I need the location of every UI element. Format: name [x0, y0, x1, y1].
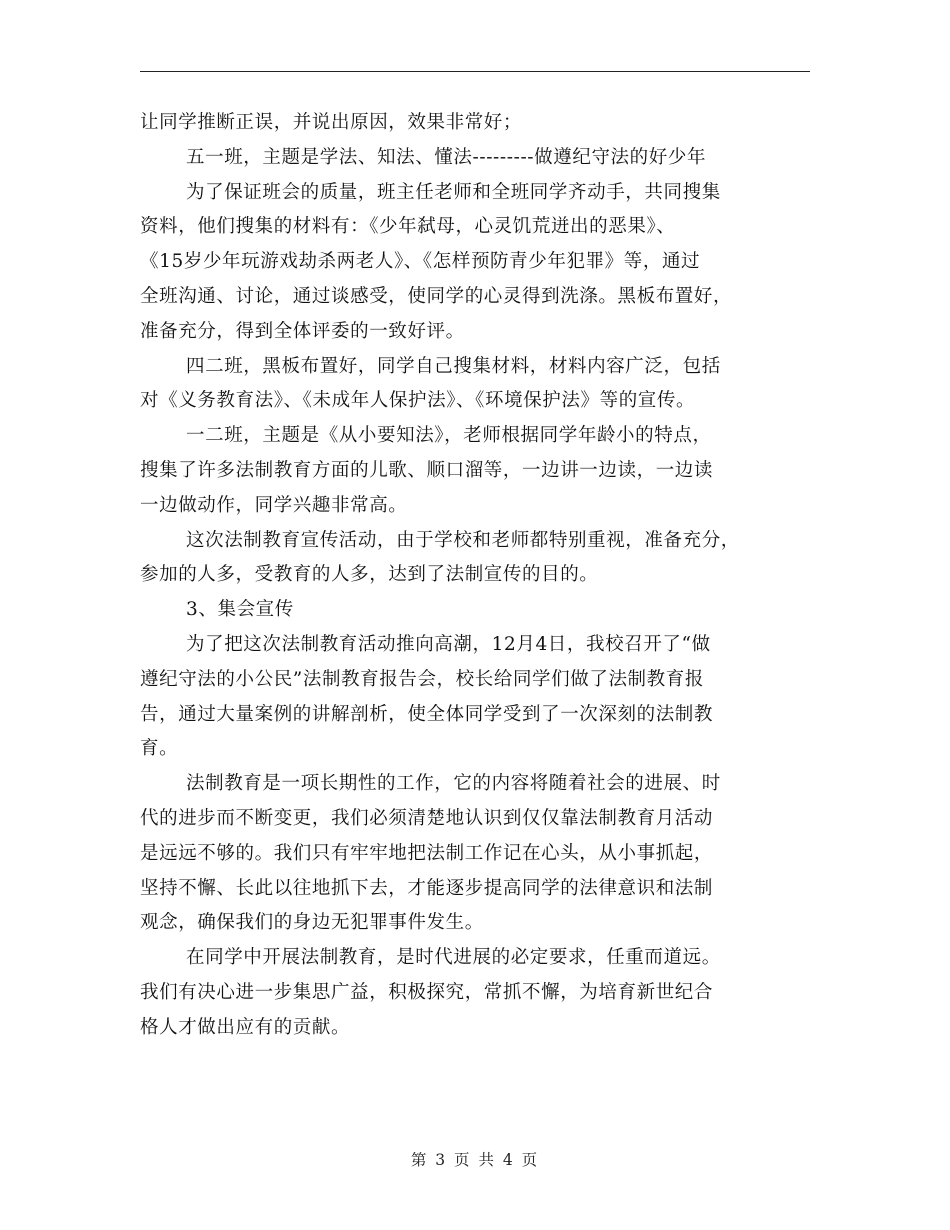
header-rule	[140, 71, 810, 72]
text-line: 育。	[140, 738, 179, 760]
text-line: 准备充分，得到全体评委的一致好评。	[140, 320, 465, 342]
text-line: 这次法制教育宣传活动，由于学校和老师都特别重视，准备充分，	[186, 529, 740, 551]
text-line: 告，通过大量案例的讲解剖析，使全体同学受到了一次深刻的法制教	[140, 703, 714, 725]
text-line: 坚持不懈、长此以往地抓下去，才能逐步提高同学的法律意识和法制	[140, 877, 714, 899]
document-body	[140, 106, 812, 1046]
text-line: 为了把这次法制教育活动推向高潮，12月4日，我校召开了“做	[186, 633, 711, 655]
text-line: 一二班，主题是《从小要知法》，老师根据同学年龄小的特点，	[186, 425, 712, 447]
text-line: 搜集了许多法制教育方面的儿歌、顺口溜等，一边讲一边读，一边读	[140, 459, 714, 481]
text-line: 五一班，主题是学法、知法、懂法---------做遵纪守法的好少年	[186, 146, 707, 168]
text-line: 代的进步而不断变更，我们必须清楚地认识到仅仅靠法制教育月活动	[140, 807, 714, 829]
text-line: 《15岁少年玩游戏劫杀两老人》、《怎样预防青少年犯罪》等，通过	[140, 251, 701, 273]
text-line: 法制教育是一项长期性的工作，它的内容将随着社会的进展、时	[186, 773, 721, 795]
text-line: 一边做动作，同学兴趣非常高。	[140, 494, 408, 516]
text-line: 我们有决心进一步集思广益，积极探究，常抓不懈，为培育新世纪合	[140, 981, 714, 1003]
text-line: 观念，确保我们的身边无犯罪事件发生。	[140, 912, 484, 934]
text-line: 对《义务教育法》、《未成年人保护法》、《环境保护法》等的宣传。	[140, 390, 696, 412]
text-line: 让同学推断正误，并说出原因，效果非常好；	[140, 112, 523, 133]
text-line: 格人才做出应有的贡献。	[140, 1016, 351, 1038]
text-line: 在同学中开展法制教育，是时代进展的必定要求，任重而道远。	[186, 947, 721, 969]
text-line: 为了保证班会的质量，班主任老师和全班同学齐动手，共同搜集	[186, 181, 721, 203]
text-line: 全班沟通、讨论，通过谈感受，使同学的心灵得到洗涤。黑板布置好，	[140, 285, 733, 307]
section-heading: 3、集会宣传	[186, 599, 294, 621]
text-line: 四二班，黑板布置好，同学自己搜集材料，材料内容广泛，包括	[186, 355, 721, 377]
text-line: 参加的人多，受教育的人多，达到了法制宣传的目的。	[140, 564, 599, 586]
text-line: 遵纪守法的小公民”法制教育报告会，校长给同学们做了法制教育报	[140, 668, 704, 690]
text-line: 是远远不够的。我们只有牢牢地把法制工作记在心头，从小事抓起，	[140, 842, 714, 864]
page-number-footer: 第 3 页 共 4 页	[410, 1151, 540, 1169]
text-line: 资料，他们搜集的材料有：《少年弑母，心灵饥荒迸出的恶果》、	[140, 216, 676, 238]
